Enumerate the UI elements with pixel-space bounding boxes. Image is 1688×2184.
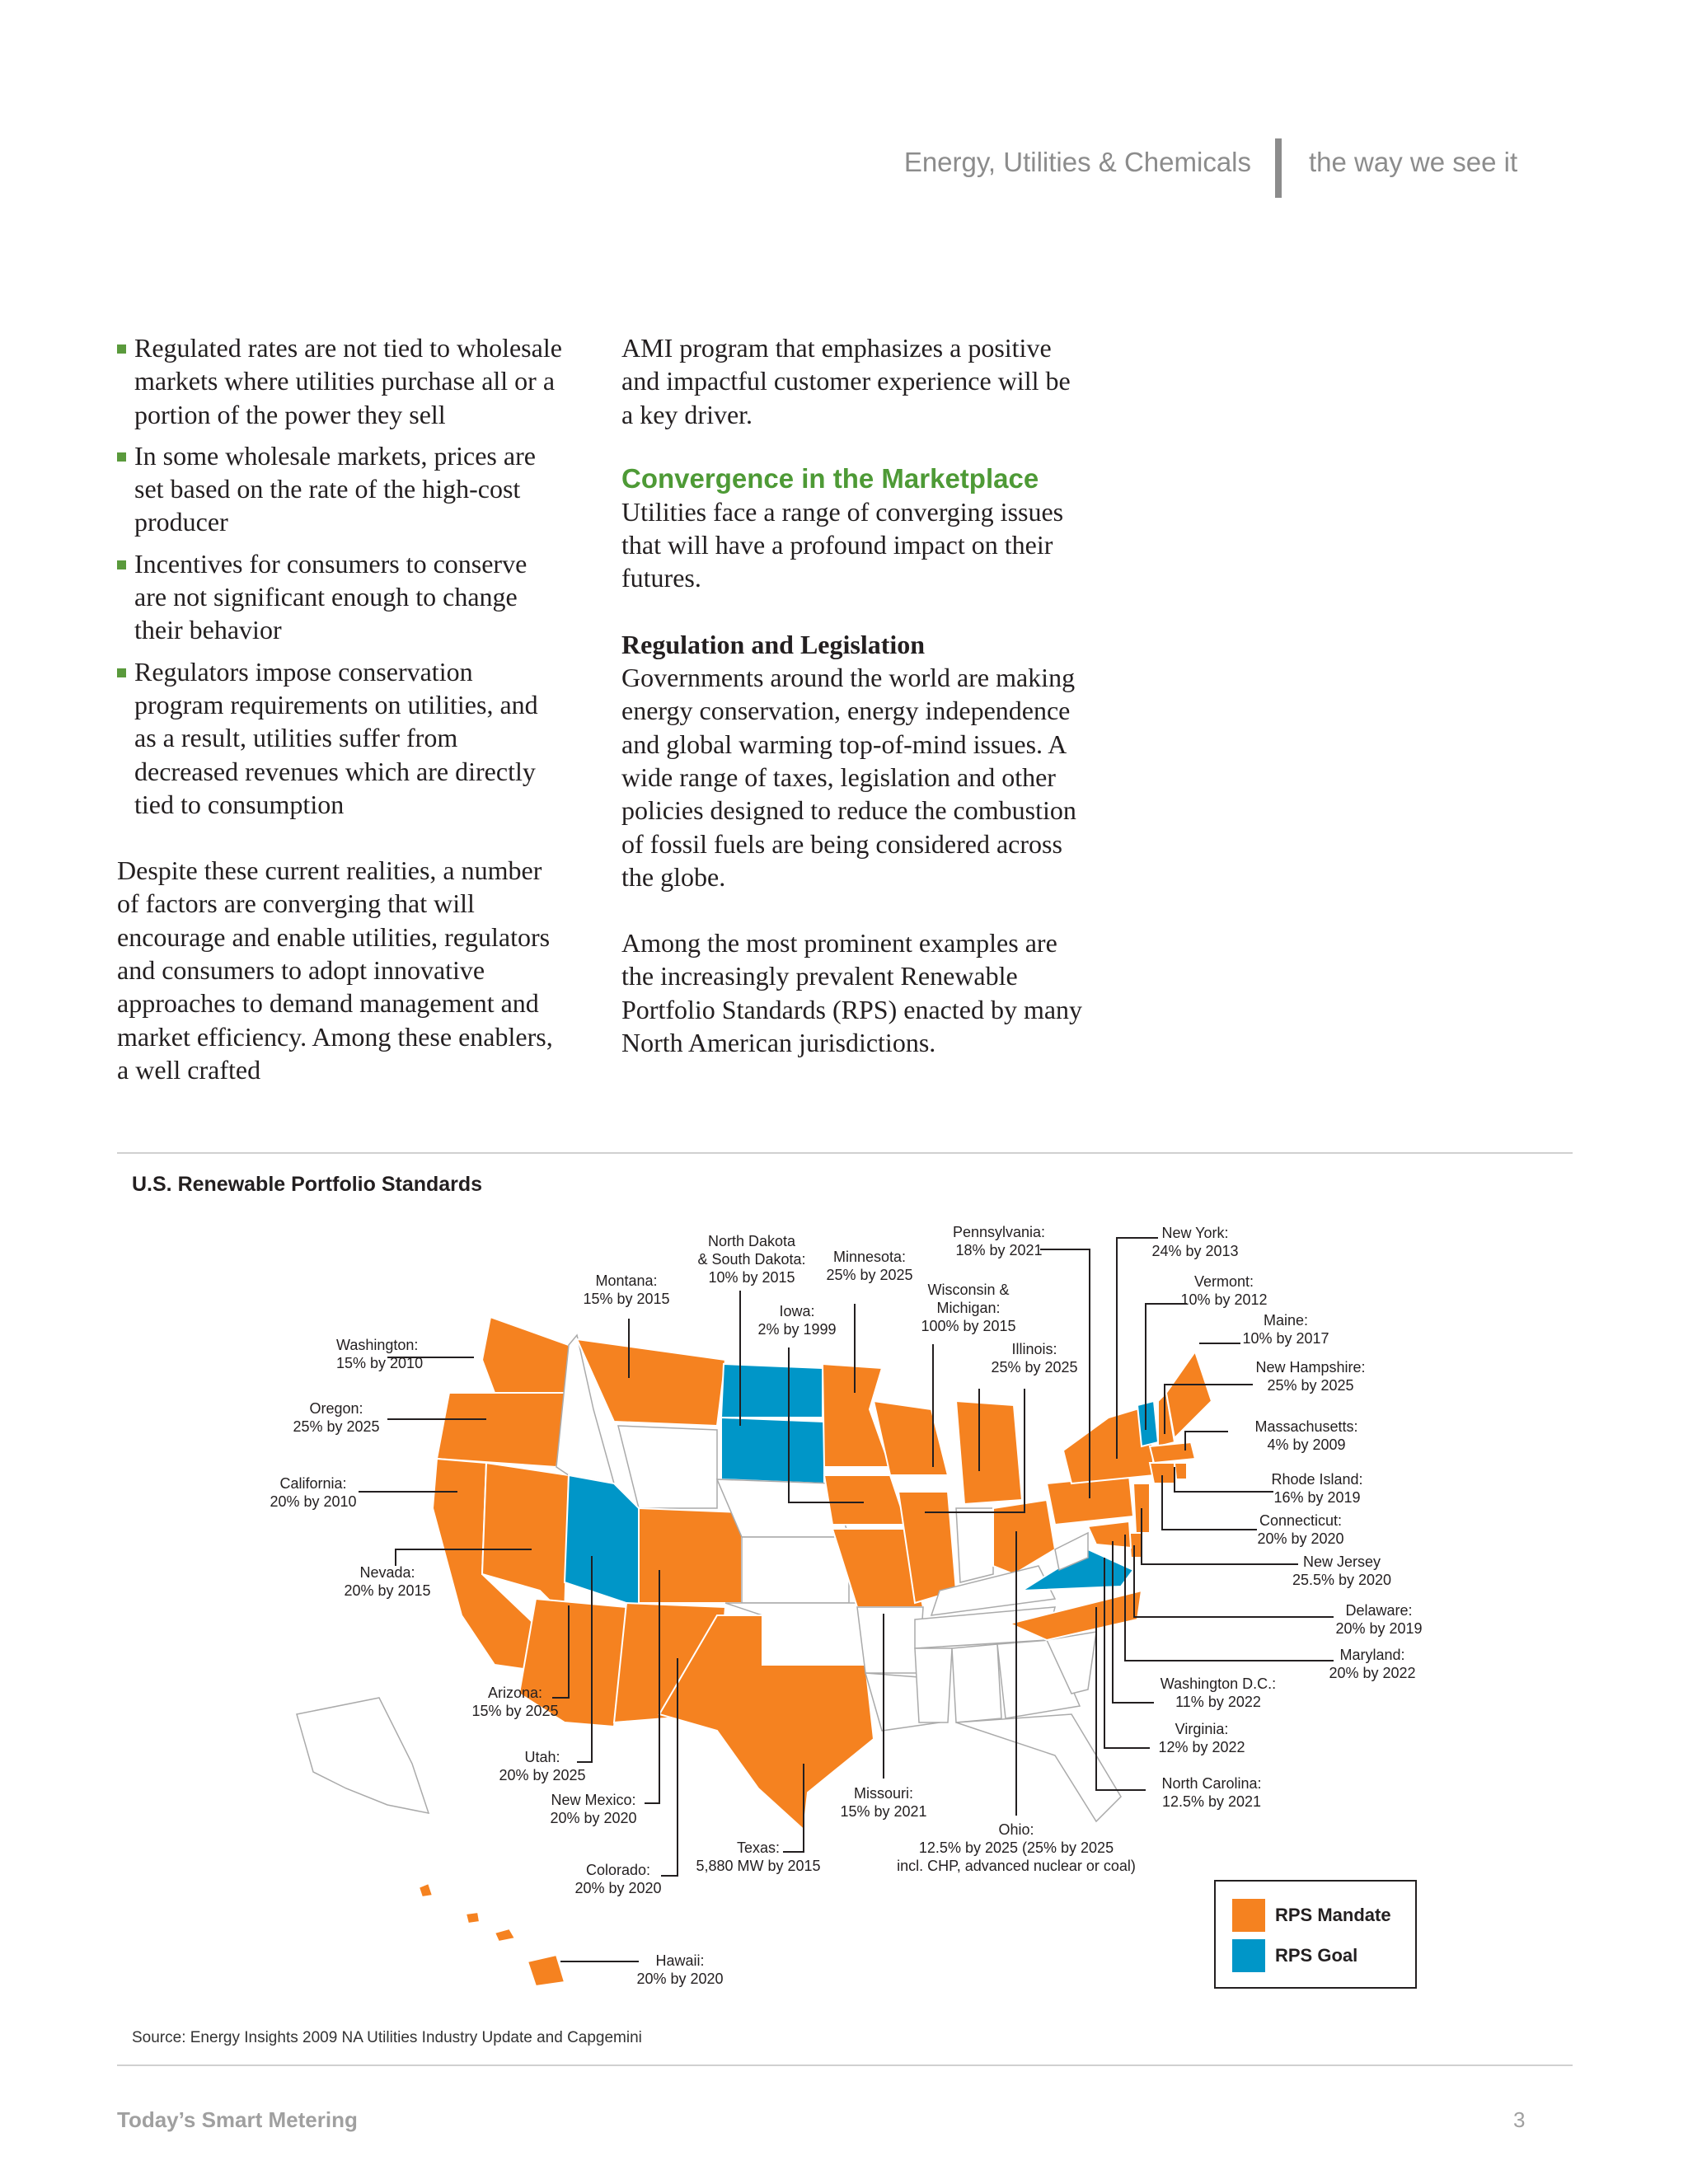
map-label-text: Washington D.C.:	[1160, 1675, 1277, 1692]
us-rps-map	[0, 1187, 1688, 2019]
state-washington	[482, 1317, 569, 1393]
section-paragraph: Utilities face a range of converging issues that will have a profound impact on their futures.	[621, 496, 1064, 593]
map-label-text: Washington:	[336, 1337, 419, 1353]
map-label-text: Pennsylvania:	[952, 1224, 1046, 1240]
map-label-text: 10% by 2012	[1180, 1291, 1268, 1308]
bottom-divider	[117, 2064, 1573, 2066]
map-label-text: Utah:	[524, 1749, 560, 1765]
map-label-text: 4% by 2009	[1267, 1436, 1346, 1453]
leader-line	[1162, 1475, 1257, 1530]
map-label-text: Texas:	[736, 1840, 781, 1856]
right-column	[621, 331, 1083, 1059]
map-label-text: & South Dakota:	[697, 1251, 806, 1268]
map-label-text: 10% by 2017	[1242, 1330, 1329, 1347]
map-label-washington-d-c-	[1113, 1541, 1276, 1710]
map-label-text: 12.5% by 2021	[1161, 1793, 1262, 1810]
map-label-text: 5,880 MW by 2015	[696, 1858, 821, 1874]
state-utah	[565, 1475, 639, 1607]
map-label-text: 20% by 2015	[344, 1582, 431, 1599]
state-oregon	[437, 1393, 569, 1467]
map-label-text: 25% by 2025	[826, 1267, 913, 1283]
map-label-text: Massachusetts:	[1254, 1418, 1358, 1435]
map-label-text: Missouri:	[853, 1785, 914, 1802]
map-label-text: 16% by 2019	[1273, 1489, 1361, 1506]
map-label-text: 10% by 2015	[708, 1269, 795, 1286]
bullet-item: Regulated rates are not tied to wholesale markets where utilities purchase all or a portion of the power they sell	[117, 331, 562, 431]
map-label-text: 20% by 2022	[1329, 1665, 1416, 1681]
state-kansas	[742, 1537, 849, 1603]
map-label-text: Maine:	[1263, 1312, 1309, 1329]
state-alabama	[952, 1644, 1001, 1722]
state-michigan	[956, 1401, 1022, 1504]
leader-line	[1175, 1467, 1273, 1492]
map-label-text: New Jersey	[1302, 1554, 1381, 1570]
map-label-text: 20% by 2010	[270, 1493, 357, 1510]
state-colorado	[639, 1508, 742, 1603]
bullet-item: Regulators impose conservation program requirements on utilities, and as a result, utilities suffer from decreased revenues which are directly tied to consumption	[117, 655, 562, 821]
map-label-text: Wisconsin &	[927, 1282, 1010, 1298]
map-label-text: 100% by 2015	[921, 1318, 1016, 1334]
state-arkansas	[857, 1607, 923, 1673]
header-tagline: the way we see it	[1309, 147, 1518, 177]
map-label-rhode-island	[1175, 1467, 1363, 1506]
map-label-text: North Dakota	[707, 1233, 796, 1249]
legend-label-goal: RPS Goal	[1275, 1945, 1358, 1966]
map-source: Source: Energy Insights 2009 NA Utilities Industry Update and Capgemini	[132, 2029, 642, 2046]
state-hawaii-1	[419, 1883, 433, 1897]
bullet-item: Incentives for consumers to conserve are not significant enough to change their behavior	[117, 547, 562, 647]
map-label-text: 25% by 2025	[991, 1359, 1078, 1376]
map-label-text: Oregon:	[309, 1400, 363, 1417]
map-label-text: 11% by 2022	[1175, 1694, 1261, 1710]
map-label-text: Rhode Island:	[1271, 1471, 1363, 1488]
map-label-text: 20% by 2020	[550, 1810, 637, 1826]
legend-swatch-goal	[1232, 1939, 1265, 1972]
map-label-text: New Mexico:	[551, 1792, 636, 1808]
map-label-text: Virginia:	[1175, 1721, 1229, 1737]
state-hawaii-4	[528, 1955, 565, 1986]
map-label-text: Vermont:	[1193, 1273, 1254, 1290]
state-mississippi	[915, 1648, 952, 1722]
rps-paragraph: Among the most prominent examples are the increasingly prevalent Renewable Portfolio Standards (RPS) enacted by many North American jurisdictions.	[621, 928, 1083, 1058]
map-label-text: Connecticut:	[1259, 1512, 1343, 1529]
body-paragraph: Despite these current realities, a number of factors are converging that will encourage and enable utilities, regulators and consumers to adopt innovative approaches to demand management and market efficiency. Among these enablers, a well crafted	[117, 855, 553, 1085]
state-vermont	[1137, 1401, 1158, 1446]
map-label-text: 25% by 2025	[293, 1418, 380, 1435]
states-layer	[297, 1317, 1212, 1986]
map-label-text: 18% by 2021	[955, 1242, 1043, 1258]
footer-title: Today’s Smart Metering	[117, 2107, 358, 2132]
map-label-text: 24% by 2013	[1151, 1243, 1239, 1259]
map-label-text: 25% by 2025	[1267, 1377, 1354, 1394]
bullet-list	[117, 331, 562, 821]
map-label-text: Delaware:	[1345, 1602, 1413, 1619]
regulation-paragraph: Governments around the world are making energy conservation, energy independence and global warming top-of-mind issues. A wide range of taxes, legislation and other policies designed to reduce the combustion of fossil fuels are being considered across the globe.	[621, 663, 1076, 892]
state-alaska	[297, 1698, 429, 1813]
map-label-text: Hawaii:	[655, 1952, 705, 1969]
subheading: Regulation and Legislation	[621, 629, 926, 659]
legend-row-mandate	[1232, 1899, 1391, 1932]
map-label-text: Arizona:	[487, 1685, 543, 1701]
legend-label-mandate: RPS Mandate	[1275, 1905, 1391, 1925]
state-wyoming	[618, 1426, 717, 1508]
map-label-text: California:	[279, 1475, 347, 1492]
map-legend	[1214, 1880, 1417, 1989]
map-title: U.S. Renewable Portfolio Standards	[132, 1173, 483, 1196]
map-label-text: North Carolina:	[1161, 1775, 1262, 1792]
state-hawaii-2	[466, 1912, 480, 1924]
map-label-hawaii	[560, 1952, 724, 1987]
map-label-massachusetts	[1185, 1418, 1358, 1453]
map-label-text: New York:	[1161, 1225, 1229, 1241]
state-rhode-island	[1175, 1463, 1187, 1479]
map-label-text: 20% by 2025	[499, 1767, 586, 1783]
map-label-text: Illinois:	[1011, 1341, 1057, 1357]
map-label-text: 12% by 2022	[1158, 1739, 1245, 1755]
page-number: 3	[1513, 2107, 1526, 2132]
map-label-text: 15% by 2015	[583, 1291, 670, 1307]
map-label-text: Minnesota:	[832, 1249, 907, 1265]
state-north-dakota	[721, 1364, 823, 1418]
map-label-text: New Hampshire:	[1255, 1359, 1366, 1376]
map-label-text: 15% by 2025	[471, 1703, 559, 1719]
state-massachusetts	[1150, 1442, 1195, 1463]
map-label-california	[270, 1475, 457, 1510]
map-label-text: 15% by 2021	[840, 1803, 927, 1820]
map-label-text: incl. CHP, advanced nuclear or coal)	[897, 1858, 1136, 1874]
map-label-text: Ohio:	[998, 1821, 1034, 1838]
map-label-maine	[1199, 1312, 1329, 1347]
map-label-text: Maryland:	[1339, 1647, 1405, 1663]
state-montana	[577, 1339, 725, 1426]
map-label-text: 12.5% by 2025 (25% by 2025	[918, 1840, 1114, 1856]
map-label-text: Iowa:	[779, 1303, 815, 1319]
map-label-text: Michigan:	[936, 1300, 1001, 1316]
map-label-text: 20% by 2020	[574, 1880, 662, 1896]
legend-row-goal	[1232, 1939, 1357, 1972]
bullet-item: In some wholesale markets, prices are set based on the rate of the high-cost producer	[117, 439, 562, 539]
left-column	[117, 331, 562, 1086]
map-label-text: 20% by 2020	[1257, 1530, 1344, 1547]
map-label-text: 2% by 1999	[757, 1321, 837, 1338]
map-label-washington	[336, 1337, 474, 1371]
map-label-text: 25.5% by 2020	[1292, 1572, 1392, 1588]
map-label-text: Nevada:	[359, 1564, 415, 1581]
legend-swatch-mandate	[1232, 1899, 1265, 1932]
state-hawaii-3	[495, 1929, 515, 1942]
state-iowa	[824, 1475, 907, 1525]
state-indiana	[956, 1508, 993, 1582]
map-label-text: 20% by 2020	[636, 1971, 724, 1987]
map-label-text: Colorado:	[585, 1862, 651, 1878]
map-label-text: 15% by 2010	[336, 1355, 424, 1371]
top-divider	[117, 1152, 1573, 1154]
section-heading: Convergence in the Marketplace	[621, 462, 1039, 494]
state-maine	[1166, 1352, 1212, 1438]
intro-paragraph: AMI program that emphasizes a positive and impactful customer experience will be a key driver.	[621, 333, 1071, 429]
map-label-text: 20% by 2019	[1335, 1620, 1423, 1637]
header-section-title: Energy, Utilities & Chemicals	[903, 147, 1251, 177]
map-label-text: Montana:	[595, 1272, 658, 1289]
state-south-dakota	[721, 1418, 824, 1483]
header-divider	[1275, 138, 1282, 198]
